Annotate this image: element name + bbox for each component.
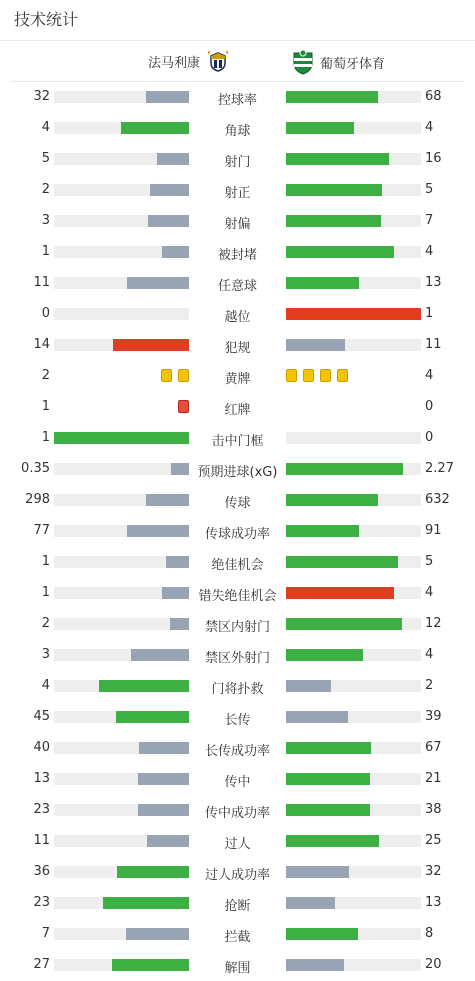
away-stat-fill [286, 866, 349, 878]
away-stat-bar [286, 308, 421, 320]
away-stat-value: 91 [425, 523, 442, 538]
stat-row [0, 732, 475, 763]
home-stat-value: 1 [41, 430, 50, 445]
home-stat-fill [157, 153, 189, 165]
home-stat-bar [54, 742, 189, 754]
stat-row [0, 794, 475, 825]
home-stat-value: 2 [41, 616, 50, 631]
stat-name: 击中门框 [211, 434, 264, 449]
away-stat-value: 11 [425, 337, 442, 352]
home-stat-fill [162, 587, 189, 599]
home-stat-bar [54, 91, 189, 103]
stat-row [0, 701, 475, 732]
away-stat-fill [286, 91, 378, 103]
stat-row [0, 143, 475, 174]
away-stat-value: 21 [425, 771, 442, 786]
home-stat-value: 13 [33, 771, 50, 786]
home-stat-value: 1 [41, 399, 50, 414]
home-stat-bar [54, 587, 189, 599]
away-stat-fill [286, 928, 358, 940]
home-stat-value: 5 [41, 151, 50, 166]
home-stat-fill [171, 463, 189, 475]
home-stat-value: 23 [33, 895, 50, 910]
stat-name: 被封堵 [217, 248, 257, 263]
away-stat-value: 0 [425, 430, 434, 445]
home-stat-fill [150, 184, 189, 196]
stat-row [0, 112, 475, 143]
stat-row [0, 453, 475, 484]
home-team-crest-icon [206, 49, 230, 73]
home-stat-fill [148, 215, 189, 227]
stat-name: 越位 [224, 310, 251, 325]
home-stat-bar [54, 866, 189, 878]
stat-row [0, 267, 475, 298]
stat-row [0, 484, 475, 515]
home-stat-value: 298 [25, 492, 50, 507]
stat-name: 黄牌 [224, 372, 251, 387]
stat-row [0, 856, 475, 887]
away-stat-bar [286, 556, 421, 568]
away-stat-bar [286, 649, 421, 661]
stat-name: 射门 [224, 155, 251, 170]
away-stat-bar [286, 463, 421, 475]
stat-name: 传中 [224, 775, 251, 790]
stat-row [0, 329, 475, 360]
away-stat-fill [286, 184, 382, 196]
away-stat-fill [286, 308, 421, 320]
home-stat-bar [54, 525, 189, 537]
away-stat-value: 4 [425, 368, 434, 383]
stat-name: 任意球 [217, 279, 257, 294]
home-stat-fill [146, 91, 189, 103]
home-stat-value: 0.35 [21, 461, 50, 476]
away-stat-value: 8 [425, 926, 434, 941]
home-stat-fill [113, 339, 189, 351]
away-stat-fill [286, 339, 345, 351]
stat-name: 传球 [224, 496, 251, 511]
away-stat-value: 32 [425, 864, 442, 879]
away-stat-fill [286, 587, 394, 599]
away-stat-bar [286, 835, 421, 847]
away-stat-bar [286, 153, 421, 165]
stat-name: 绝佳机会 [211, 558, 264, 573]
home-stat-fill [147, 835, 189, 847]
away-stat-value: 7 [425, 213, 434, 228]
away-stat-value: 12 [425, 616, 442, 631]
home-stat-value: 0 [41, 306, 50, 321]
away-stat-bar [286, 680, 421, 692]
away-stat-fill [286, 742, 371, 754]
away-stat-value: 632 [425, 492, 450, 507]
stat-row [0, 298, 475, 329]
away-stat-bar [286, 215, 421, 227]
away-stat-bar [286, 432, 421, 444]
stat-name: 角球 [224, 124, 251, 139]
home-stat-bar [54, 122, 189, 134]
away-stat-fill [286, 773, 370, 785]
home-stat-value: 45 [33, 709, 50, 724]
stat-name: 长传成功率 [204, 744, 270, 759]
away-stat-bar [286, 277, 421, 289]
away-team-name: 葡萄牙体育 [320, 56, 386, 72]
away-stat-value: 2 [425, 678, 434, 693]
stat-name: 红牌 [224, 403, 251, 418]
home-team-name: 法马利康 [147, 55, 200, 71]
stat-row [0, 515, 475, 546]
home-stat-bar [54, 153, 189, 165]
stat-row [0, 608, 475, 639]
away-stat-value: 39 [425, 709, 442, 724]
home-stat-fill [138, 773, 189, 785]
stat-name: 门将扑救 [211, 682, 264, 697]
home-cards [158, 369, 189, 382]
home-stat-value: 27 [33, 957, 50, 972]
away-stat-fill [286, 680, 331, 692]
home-stat-fill [127, 525, 189, 537]
away-stat-bar [286, 804, 421, 816]
away-stat-fill [286, 711, 348, 723]
away-stat-bar [286, 742, 421, 754]
away-stat-fill [286, 618, 402, 630]
home-stat-bar [54, 556, 189, 568]
home-stat-fill [131, 649, 189, 661]
stat-row [0, 236, 475, 267]
stat-name: 控球率 [217, 93, 257, 108]
home-stat-value: 4 [41, 120, 50, 135]
stat-name: 传中成功率 [204, 806, 270, 821]
away-stat-bar [286, 525, 421, 537]
home-stat-bar [54, 773, 189, 785]
home-stat-bar [54, 897, 189, 909]
away-stat-fill [286, 649, 363, 661]
stat-name: 射正 [224, 186, 251, 201]
away-stat-value: 2.27 [425, 461, 454, 476]
away-stat-bar [286, 866, 421, 878]
away-stat-value: 38 [425, 802, 442, 817]
home-stat-fill [99, 680, 189, 692]
away-stat-value: 13 [425, 275, 442, 290]
stat-name: 传球成功率 [204, 527, 270, 542]
teams-header [0, 41, 475, 81]
home-stat-bar [54, 432, 189, 444]
home-stat-value: 4 [41, 678, 50, 693]
away-team[interactable] [292, 49, 385, 75]
away-stat-fill [286, 525, 359, 537]
home-stat-fill [170, 618, 189, 630]
away-stat-value: 4 [425, 244, 434, 259]
home-stat-fill [112, 959, 189, 971]
stat-name: 犯规 [224, 341, 251, 356]
home-stat-fill [127, 277, 189, 289]
yellow-card-icon [286, 369, 297, 382]
home-stat-bar [54, 959, 189, 971]
home-stat-fill [121, 122, 189, 134]
stat-row [0, 887, 475, 918]
home-stat-value: 1 [41, 244, 50, 259]
away-stat-fill [286, 122, 354, 134]
stat-name: 禁区内射门 [204, 620, 270, 635]
away-team-crest-icon [292, 49, 314, 75]
stat-name: 解围 [224, 961, 251, 976]
home-stat-value: 14 [33, 337, 50, 352]
away-stat-value: 67 [425, 740, 442, 755]
away-stat-value: 4 [425, 647, 434, 662]
away-stat-bar [286, 618, 421, 630]
home-stat-bar [54, 277, 189, 289]
yellow-card-icon [161, 369, 172, 382]
home-stat-bar [54, 680, 189, 692]
yellow-card-icon [337, 369, 348, 382]
away-stat-value: 13 [425, 895, 442, 910]
away-stat-bar [286, 339, 421, 351]
away-stat-fill [286, 463, 403, 475]
away-stat-fill [286, 215, 381, 227]
home-stat-fill [117, 866, 189, 878]
red-card-icon [178, 400, 189, 413]
home-stat-value: 36 [33, 864, 50, 879]
away-stat-bar [286, 91, 421, 103]
home-stat-bar [54, 928, 189, 940]
away-stat-bar [286, 773, 421, 785]
stat-name: 禁区外射门 [204, 651, 270, 666]
away-stat-bar [286, 711, 421, 723]
away-stat-value: 5 [425, 554, 434, 569]
away-stat-bar [286, 122, 421, 134]
stat-name: 过人成功率 [204, 868, 270, 883]
stat-row [0, 422, 475, 453]
yellow-card-icon [178, 369, 189, 382]
stat-row [0, 205, 475, 236]
away-stat-fill [286, 804, 370, 816]
away-stat-fill [286, 556, 398, 568]
home-stat-fill [103, 897, 189, 909]
home-stat-fill [166, 556, 189, 568]
home-stat-value: 11 [33, 275, 50, 290]
home-stat-value: 40 [33, 740, 50, 755]
away-stat-fill [286, 835, 379, 847]
away-stat-fill [286, 153, 389, 165]
away-stat-fill [286, 246, 394, 258]
home-stat-value: 3 [41, 213, 50, 228]
home-stat-bar [54, 711, 189, 723]
home-stat-value: 7 [41, 926, 50, 941]
away-stat-bar [286, 246, 421, 258]
stat-row [0, 391, 475, 422]
page-title: 技术统计 [14, 10, 79, 29]
away-stat-value: 20 [425, 957, 442, 972]
home-stat-bar [54, 649, 189, 661]
home-stat-bar [54, 184, 189, 196]
away-stat-bar [286, 928, 421, 940]
home-stat-value: 23 [33, 802, 50, 817]
home-stat-fill [116, 711, 189, 723]
home-stat-bar [54, 215, 189, 227]
home-stat-bar [54, 308, 189, 320]
stat-name: 错失绝佳机会 [198, 589, 277, 604]
yellow-card-icon [320, 369, 331, 382]
home-cards [175, 400, 189, 413]
away-stat-bar [286, 494, 421, 506]
home-stat-fill [138, 804, 189, 816]
stat-name: 过人 [224, 837, 251, 852]
away-stat-bar [286, 897, 421, 909]
home-team[interactable] [148, 49, 230, 73]
away-stat-fill [286, 897, 335, 909]
home-stat-value: 1 [41, 554, 50, 569]
stat-row [0, 81, 475, 112]
stat-row [0, 763, 475, 794]
away-stat-value: 1 [425, 306, 434, 321]
away-stat-bar [286, 959, 421, 971]
home-stat-bar [54, 835, 189, 847]
home-stat-value: 11 [33, 833, 50, 848]
away-stat-value: 0 [425, 399, 434, 414]
home-stat-bar [54, 246, 189, 258]
home-stat-value: 3 [41, 647, 50, 662]
home-stat-value: 2 [41, 368, 50, 383]
stat-row [0, 949, 475, 980]
home-stat-bar [54, 463, 189, 475]
home-stat-fill [146, 494, 189, 506]
home-stat-fill [126, 928, 189, 940]
home-stat-value: 77 [33, 523, 50, 538]
away-stat-value: 5 [425, 182, 434, 197]
stats-list [0, 81, 475, 980]
stat-row [0, 670, 475, 701]
away-stat-bar [286, 587, 421, 599]
stat-name: 射偏 [224, 217, 251, 232]
away-stat-value: 4 [425, 585, 434, 600]
home-stat-bar [54, 618, 189, 630]
away-stat-fill [286, 494, 378, 506]
away-stat-value: 4 [425, 120, 434, 135]
stat-name: 抢断 [224, 899, 251, 914]
stat-row [0, 360, 475, 391]
stat-row [0, 546, 475, 577]
home-stat-bar [54, 339, 189, 351]
home-stat-bar [54, 494, 189, 506]
stat-name: 预期进球(xG) [197, 465, 278, 480]
home-stat-fill [54, 432, 189, 444]
away-stat-fill [286, 277, 359, 289]
stat-row [0, 918, 475, 949]
home-stat-value: 2 [41, 182, 50, 197]
home-stat-value: 1 [41, 585, 50, 600]
stat-row [0, 639, 475, 670]
stat-row [0, 174, 475, 205]
home-stat-fill [162, 246, 189, 258]
away-stat-value: 68 [425, 89, 442, 104]
stat-row [0, 577, 475, 608]
away-stat-fill [286, 959, 344, 971]
away-cards [286, 369, 351, 382]
home-stat-bar [54, 804, 189, 816]
away-stat-bar [286, 184, 421, 196]
home-stat-value: 32 [33, 89, 50, 104]
away-stat-value: 25 [425, 833, 442, 848]
away-stat-value: 16 [425, 151, 442, 166]
stat-row [0, 825, 475, 856]
yellow-card-icon [303, 369, 314, 382]
stat-name: 拦截 [224, 930, 251, 945]
stat-name: 长传 [224, 713, 251, 728]
home-stat-fill [139, 742, 189, 754]
